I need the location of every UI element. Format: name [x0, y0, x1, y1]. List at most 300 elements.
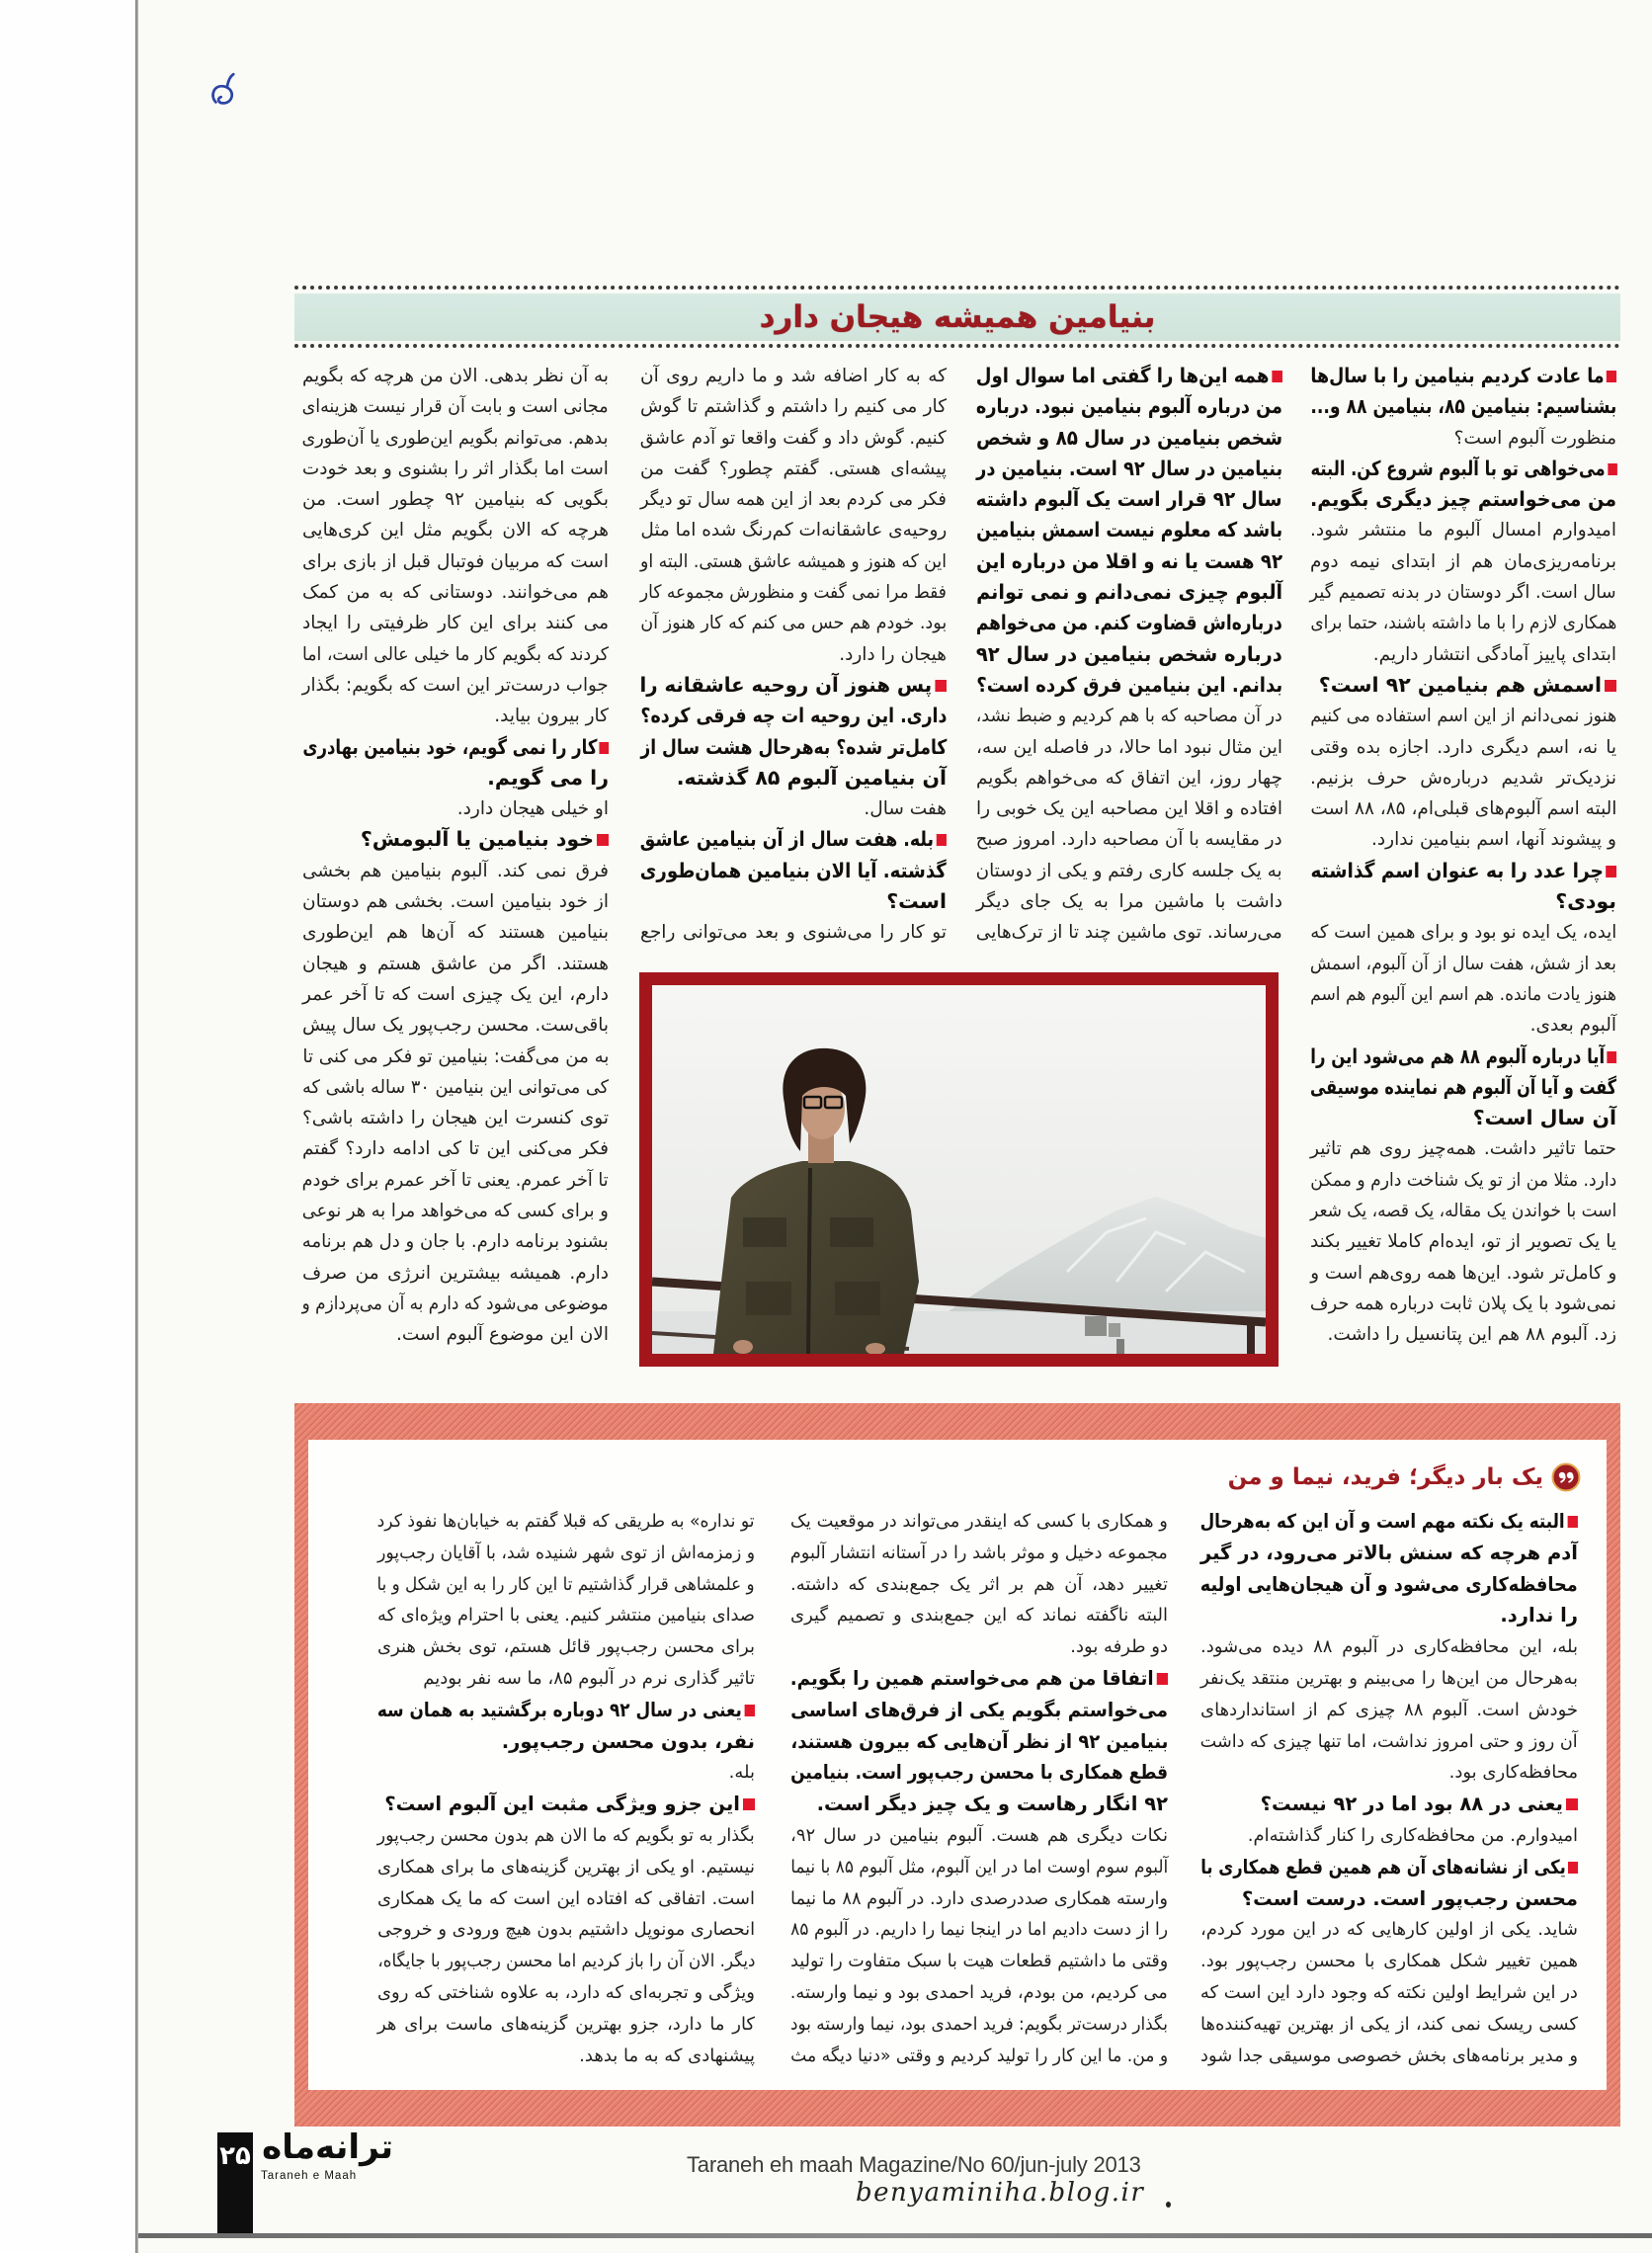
answer-text: کردند که بگویم کار ما خیلی عالی است، اما — [301, 643, 609, 665]
line-content — [502, 1726, 755, 1758]
title-band — [294, 293, 1620, 341]
answer-text: امیدوارم. من محافظه‌کاری را کنار گذاشته‌ام. — [1247, 1824, 1578, 1846]
answer-text: نیستیم. او یکی از بهترین گزینه‌های ما برای همکاری — [377, 1856, 755, 1878]
question-text: البته یک نکته مهم است و آن این که به‌هرحال — [1200, 1510, 1566, 1533]
line-content — [790, 1914, 1168, 1946]
text-line — [1310, 1072, 1616, 1103]
text-line — [640, 546, 947, 577]
person-jacket — [713, 1161, 919, 1354]
text-line — [640, 391, 947, 422]
text-line — [1310, 608, 1616, 638]
question-text: چرا عدد را به عنوان اسم گذاشته — [1309, 858, 1604, 882]
answer-text: کار ما دارد، جزو بهترین گزینه‌های ماست برای هر — [376, 2013, 755, 2035]
line-content — [790, 1569, 1168, 1601]
text-line — [790, 1538, 1168, 1569]
line-content — [1200, 1538, 1578, 1569]
text-line — [1310, 1319, 1616, 1350]
text-line — [1310, 1196, 1616, 1226]
interview-question — [377, 1695, 755, 1758]
text-line — [302, 423, 609, 454]
line-content — [1454, 423, 1616, 454]
line-content — [790, 1852, 1168, 1883]
article-column-1 — [1310, 361, 1616, 1351]
line-content — [302, 732, 609, 763]
question-text: را ندارد. — [1500, 1604, 1578, 1627]
text-line — [790, 2041, 1168, 2072]
text-line — [302, 361, 609, 391]
answer-text: الان این موضوع آلبوم است. — [396, 1324, 609, 1346]
text-line — [302, 732, 609, 763]
line-content — [640, 670, 947, 701]
line-content — [1248, 1820, 1578, 1852]
question-text: ۹۲ هست یا نه و اقلا من درباره این — [976, 548, 1282, 573]
text-line — [976, 701, 1282, 731]
line-content — [790, 2041, 1168, 2072]
answer-text: نکات دیگری هم هست. آلبوم بنیامین در سال ۹۲، — [790, 1824, 1168, 1846]
article-title: بنیامین همیشه هیجان دارد — [759, 299, 1156, 335]
article-column-3 — [640, 361, 947, 949]
line-content — [1310, 608, 1616, 638]
text-line — [377, 1977, 755, 2009]
text-line — [377, 1820, 755, 1852]
question-text: این جزو ویژگی مثبت این آلبوم است؟ — [384, 1793, 740, 1816]
line-content — [976, 608, 1282, 638]
text-line — [1200, 1852, 1578, 1883]
answer-text: کار می کنیم را داشتم و گذاشتم تا گوش — [640, 396, 947, 418]
line-content — [1200, 1569, 1578, 1601]
answer-text: دیگر. الان آن را باز کردیم اما محسن رجب‌پور با جایگاه، — [377, 1951, 755, 1972]
question-text: را می گویم. — [487, 765, 609, 790]
question-text: کامل‌تر شده؟ به‌هرحال هشت سال از — [640, 734, 947, 759]
line-content — [1310, 546, 1616, 577]
interview-question — [1310, 361, 1616, 423]
text-line — [640, 824, 947, 855]
line-content — [1310, 856, 1616, 886]
line-content — [1310, 1196, 1616, 1226]
text-line — [302, 454, 609, 484]
interview-answer — [302, 361, 609, 732]
answer-text: بشنود برنامه دارم. با جان و دل هم برنامه — [301, 1231, 609, 1253]
answer-text: در آن مصاحبه که با هم کردیم و ضبط نشد، — [976, 706, 1282, 727]
text-line — [976, 484, 1282, 515]
line-content — [302, 361, 609, 391]
answer-text: وارسته همکاری صددرصدی دارد. در آلبوم ۸۸ ما نیما — [789, 1887, 1168, 1909]
line-content — [1310, 577, 1616, 608]
line-content — [302, 1072, 609, 1103]
answer-text: صدای بنیامین منتشر کنیم. یعنی با احترام ویژه‌ای که — [377, 1605, 755, 1627]
line-content — [976, 701, 1282, 731]
text-line — [976, 454, 1282, 484]
line-content — [302, 1226, 609, 1257]
line-content — [302, 670, 609, 701]
question-text: آیا درباره آلبوم ۸۸ هم می‌شود این را — [1310, 1043, 1605, 1068]
line-content — [640, 515, 947, 545]
answer-text: ویژگی و تجربه‌ای که دارد، به علاوه شناختی که روی — [377, 1981, 755, 2003]
text-line — [302, 1196, 609, 1226]
red-square-bullet-icon — [1566, 1798, 1578, 1810]
answer-text: و زمزمه‌اش از توی شهر شنیده شد، با آقایان رجب‌پور — [377, 1542, 755, 1563]
interview-answer — [302, 856, 609, 1351]
text-line — [976, 732, 1282, 763]
text-line — [640, 856, 947, 886]
answer-text: آلبوم بعدی. — [1529, 1015, 1616, 1037]
distant-building — [1085, 1316, 1107, 1336]
interview-answer — [1200, 1631, 1578, 1789]
line-content — [302, 856, 609, 886]
text-line — [302, 484, 609, 515]
answer-text: تو نداره» به طریقی که قبلا گفتم به خیابان‌ها نفوذ کرد — [377, 1511, 755, 1532]
answer-text: توی کنسرت این هیجان را داشته باشی؟ — [301, 1108, 609, 1129]
interview-answer — [1310, 515, 1616, 669]
red-square-bullet-icon — [597, 834, 609, 846]
answer-text: بگذار به تو بگویم که ما الان هم بدون محسن رجب‌پور — [377, 1824, 755, 1846]
red-square-bullet-icon — [1607, 1051, 1616, 1063]
question-text: درباره شخص بنیامین در سال ۹۲ — [976, 641, 1282, 666]
line-content — [1200, 1726, 1578, 1758]
text-line — [1200, 1600, 1578, 1631]
line-content — [976, 577, 1282, 608]
answer-text: تغییر دهد، آن هم بر اثر یک جمع‌بندی که داشته. — [789, 1573, 1168, 1595]
interview-answer — [1310, 917, 1616, 1041]
answer-text: دو طرفه بود. — [1070, 1636, 1168, 1658]
text-line — [1310, 1103, 1616, 1133]
text-line — [302, 608, 609, 638]
question-text: پس هنوز آن روحیه عاشقانه را — [639, 672, 933, 697]
text-line — [1200, 1789, 1578, 1820]
sidebar-heading — [1228, 1460, 1581, 1494]
text-line — [377, 1883, 755, 1915]
title-dotted-rule-top — [294, 286, 1620, 290]
text-line — [640, 423, 947, 454]
text-line — [1310, 515, 1616, 545]
text-line — [1200, 1726, 1578, 1758]
person-hand — [733, 1340, 753, 1354]
answer-text: این که هنوز و همیشه عاشق هستی. البته او — [640, 550, 947, 572]
question-text: آدم هرچه که سنش بالاتر می‌رود، در گیر — [1199, 1541, 1578, 1564]
line-content — [302, 1289, 609, 1319]
line-content — [1200, 1631, 1578, 1663]
question-text: گذشته. آیا الان بنیامین همان‌طوری — [639, 858, 947, 882]
line-content — [1200, 2009, 1578, 2041]
line-content — [384, 1789, 755, 1820]
answer-text: او خیلی هیجان دارد. — [456, 798, 609, 820]
railing-post — [1247, 1317, 1255, 1354]
text-line — [976, 515, 1282, 545]
question-text: می‌خواهی تو با آلبوم شروع کن. البته — [1309, 456, 1606, 480]
question-text: بودی؟ — [1555, 889, 1616, 914]
line-content — [377, 1506, 755, 1538]
question-text: می‌خواستم بگویم یکی از فرق‌های اساسی — [789, 1698, 1168, 1721]
ink-dot — [1166, 2202, 1171, 2208]
jacket-pocket — [743, 1217, 786, 1247]
line-content — [864, 793, 947, 824]
answer-text: تاثیر گذاری نرم در آلبوم ۸۵، ما سه نفر بودیم — [423, 1667, 755, 1689]
text-line — [790, 1600, 1168, 1631]
line-content — [302, 546, 609, 577]
question-text: یعنی در ۸۸ بود اما در ۹۲ نیست؟ — [1260, 1793, 1563, 1816]
title-dotted-rule-bottom — [294, 344, 1620, 348]
text-line — [790, 1726, 1168, 1758]
question-text: اسمش هم بنیامین ۹۲ است؟ — [1318, 672, 1602, 697]
text-line — [1310, 917, 1616, 948]
line-content — [377, 2009, 755, 2041]
line-content — [1200, 1946, 1578, 1977]
line-content — [976, 793, 1282, 824]
line-content — [976, 763, 1282, 793]
line-content — [377, 1695, 755, 1726]
magazine-logo — [255, 2125, 393, 2190]
text-line — [790, 1506, 1168, 1538]
article-column-2 — [976, 361, 1282, 949]
text-line — [1310, 639, 1616, 670]
answer-text: انحصاری مونوپل داشتیم بدون هیچ ورودی و خروجی — [377, 1919, 755, 1941]
text-line — [377, 1852, 755, 1883]
answer-text: هفت سال. — [864, 798, 947, 820]
answer-text: فکر می‌کنی این تا کی ادامه دارد؟ گفتم — [301, 1138, 609, 1160]
answer-text: بعد از شش، هفت سال از آن آلبوم، اسمش — [1310, 953, 1616, 974]
red-square-bullet-icon — [745, 1705, 755, 1716]
line-content — [640, 546, 947, 577]
line-content — [790, 1695, 1168, 1726]
text-line — [1200, 1695, 1578, 1726]
line-content — [1310, 391, 1616, 422]
text-line — [976, 793, 1282, 824]
answer-text: کار بیرون بیاید. — [494, 706, 609, 727]
sidebar-column-3 — [377, 1506, 755, 2071]
line-content — [790, 1506, 1168, 1538]
text-line — [1200, 1538, 1578, 1569]
interview-answer — [976, 701, 1282, 948]
answer-text: زد. آلبوم ۸۸ هم این پتانسیل را داشت. — [1327, 1324, 1616, 1346]
page-binding-edge — [135, 0, 138, 2253]
answer-text: البته ناگفته نماند که این جمع‌بندی و تصمیم گیری — [790, 1605, 1168, 1627]
line-content — [302, 1010, 609, 1041]
text-line — [790, 1914, 1168, 1946]
distant-building — [1116, 1339, 1124, 1354]
text-line — [1200, 1663, 1578, 1695]
text-line — [1200, 1569, 1578, 1601]
line-content — [1371, 824, 1616, 855]
question-text: محافظه‌کاری می‌شود و آن هیجان‌هایی اولیه — [1199, 1572, 1578, 1596]
interview-answer — [1310, 701, 1616, 855]
line-content — [976, 886, 1282, 917]
red-square-bullet-icon — [1568, 1516, 1578, 1528]
line-content — [976, 546, 1282, 577]
page-number-tab — [217, 2132, 253, 2235]
text-line — [377, 2041, 755, 2072]
answer-text: دارم. همیشه بیشترین انرژی من صرف — [301, 1262, 609, 1284]
red-square-bullet-icon — [1605, 680, 1616, 692]
answer-text: فقط مرا نمی گفت و منظورش مجموعه کار — [640, 582, 947, 604]
answer-text: آلبوم سوم اوست اما در این آلبوم، مثل آلبوم ۸۵ با نیما — [790, 1856, 1168, 1878]
line-content — [976, 670, 1282, 701]
answer-text: همکاری لازم را با ما داشته باشند، حتما برای — [1310, 613, 1616, 634]
answer-text: برای محسن رجب‌پور قائل هستم، توی بخش هنری — [377, 1636, 755, 1658]
line-content — [1530, 1010, 1616, 1041]
handwritten-mark-icon — [206, 71, 251, 117]
line-content — [302, 886, 609, 917]
text-line — [1200, 1631, 1578, 1663]
text-line — [1310, 763, 1616, 793]
line-content — [302, 484, 609, 515]
text-line — [377, 1726, 755, 1758]
line-content — [1310, 763, 1616, 793]
interview-answer — [377, 1506, 755, 1695]
answer-text: هیجان را دارد. — [839, 643, 947, 665]
line-content — [377, 1631, 755, 1663]
answer-text: که به کار اضافه شد و ما داریم روی آن — [639, 366, 947, 386]
text-line — [1310, 423, 1616, 454]
text-line — [1310, 949, 1616, 979]
line-content — [729, 1757, 755, 1789]
line-content — [640, 732, 947, 763]
line-content — [423, 1663, 755, 1695]
question-text: ۹۲ انگار رهاست و یک چیز دیگر است. — [816, 1793, 1168, 1816]
interview-answer — [1310, 423, 1616, 454]
answer-text: و علمشاهی قرار گذاشتیم تا این کار را به این شکل و با — [377, 1573, 755, 1595]
text-line — [790, 1569, 1168, 1601]
text-line — [640, 793, 947, 824]
line-content — [640, 361, 947, 391]
sidebar-column-1 — [1200, 1506, 1578, 2071]
answer-text: نمی‌شود با یک پلان ثابت درباره همه حرف — [1310, 1293, 1616, 1314]
answer-text: امیدوارم امسال آلبوم ما منتشر شود. — [1309, 520, 1616, 542]
line-content — [1310, 1072, 1616, 1103]
line-content — [302, 454, 609, 484]
ink-stroke — [213, 74, 234, 103]
text-line — [790, 1631, 1168, 1663]
text-line — [640, 732, 947, 763]
interview-question — [1200, 1852, 1578, 1915]
interview-question — [302, 824, 609, 855]
line-content — [1200, 1977, 1578, 2009]
text-line — [1200, 1914, 1578, 1946]
text-line — [302, 1133, 609, 1164]
text-line — [1310, 546, 1616, 577]
answer-text: البته اسم آلبوم‌های قبلی‌ام، ۸۵، ۸۸ است — [1310, 798, 1616, 820]
logo-wordmark: ترانه‌ماه — [262, 2128, 393, 2167]
line-content — [361, 824, 609, 855]
text-line — [790, 1695, 1168, 1726]
text-line — [377, 1631, 755, 1663]
text-line — [1310, 979, 1616, 1010]
interview-answer — [640, 361, 947, 670]
jacket-pocket — [835, 1282, 880, 1315]
line-content — [790, 2009, 1168, 2041]
text-line — [1200, 1883, 1578, 1915]
line-content — [1327, 1319, 1616, 1350]
text-line — [302, 577, 609, 608]
question-text: ما عادت کردیم بنیامین را با سال‌ها — [1310, 364, 1605, 387]
answer-text: در مقایسه با آن مصاحبه دارد. امروز صبح — [976, 829, 1282, 851]
line-content — [1200, 1914, 1578, 1946]
interview-question — [640, 824, 947, 917]
line-content — [1310, 949, 1616, 979]
text-line — [377, 1569, 755, 1601]
line-content — [790, 1600, 1168, 1631]
answer-text: دارم، این یک چیزی است که تا آخر عمر — [301, 983, 609, 1005]
line-content — [976, 732, 1282, 763]
line-content — [1200, 1506, 1578, 1538]
red-square-bullet-icon — [1272, 371, 1282, 382]
interview-answer — [1310, 1133, 1616, 1350]
answer-text: منظورت آلبوم است؟ — [1453, 427, 1616, 449]
line-content — [976, 361, 1282, 391]
line-content — [302, 608, 609, 638]
answer-text: فرق نمی کند. آلبوم بنیامین هم بخشی — [301, 860, 609, 881]
interview-answer — [1200, 1820, 1578, 1852]
answer-text: دارد. مثلا من از تو یک شناخت دارم و ممکن — [1310, 1169, 1616, 1191]
text-line — [976, 670, 1282, 701]
text-line — [1310, 454, 1616, 484]
line-content — [817, 1789, 1168, 1820]
line-content — [1310, 1042, 1616, 1072]
line-content — [302, 577, 609, 608]
question-text: من درباره آلبوم بنیامین نبود. درباره — [976, 394, 1282, 419]
interview-question — [1310, 1042, 1616, 1134]
text-line — [1200, 1946, 1578, 1977]
text-line — [640, 484, 947, 515]
line-content — [377, 1820, 755, 1852]
red-square-bullet-icon — [935, 680, 947, 692]
question-text: بشناسیم: بنیامین ۸۵، بنیامین ۸۸ و... — [1310, 394, 1616, 419]
text-line — [976, 824, 1282, 855]
line-content — [302, 391, 609, 422]
question-text: آلبوم چیزی نمی‌دانم و نمی توانم — [976, 580, 1282, 605]
red-square-bullet-icon — [1157, 1673, 1168, 1685]
line-content — [790, 1538, 1168, 1569]
line-content — [1310, 793, 1616, 824]
text-line — [1310, 1165, 1616, 1196]
text-line — [302, 515, 609, 545]
line-content — [976, 515, 1282, 545]
line-content — [377, 1538, 755, 1569]
text-line — [1200, 1977, 1578, 2009]
interview-answer — [377, 1757, 755, 1789]
red-square-bullet-icon — [1607, 371, 1616, 382]
text-line — [640, 454, 947, 484]
question-text: بله. هفت سال از آن بنیامین عاشق — [640, 827, 935, 852]
answer-text: سال است. اگر دوستان در بدنه تصمیم گیر — [1310, 582, 1616, 604]
text-line — [1310, 793, 1616, 824]
answer-text: مجموعه دخیل و موثر باشد را در آستانه انتشار آلبوم — [789, 1542, 1168, 1563]
line-content — [1310, 979, 1616, 1010]
line-content — [976, 391, 1282, 422]
interview-question — [302, 732, 609, 794]
text-line — [976, 763, 1282, 793]
question-text: است؟ — [886, 889, 947, 914]
text-line — [302, 886, 609, 917]
text-line — [976, 546, 1282, 577]
distant-building — [1109, 1323, 1120, 1337]
answer-text: همین تغییر شکل همکاری با محسن رجب‌پور بود. — [1199, 1951, 1578, 1972]
line-content — [302, 1196, 609, 1226]
text-line — [1310, 1010, 1616, 1041]
answer-text: به یک جلسه کاری رفتم و یکی از دوستان — [975, 860, 1282, 881]
line-content — [302, 423, 609, 454]
question-text: محسن رجب‌پور است. درست است؟ — [1241, 1886, 1578, 1910]
line-content — [790, 1757, 1168, 1789]
text-line — [377, 1946, 755, 1977]
quote-icon-disc — [1553, 1464, 1580, 1491]
text-line — [976, 361, 1282, 391]
line-content — [1373, 639, 1616, 670]
line-content — [976, 423, 1282, 454]
line-content — [640, 917, 947, 948]
text-line — [377, 1695, 755, 1726]
answer-text: را از دست دادیم اما در اینجا نیما را داریم. در آلبوم ۸۵ — [789, 1919, 1168, 1941]
line-content — [1200, 1695, 1578, 1726]
